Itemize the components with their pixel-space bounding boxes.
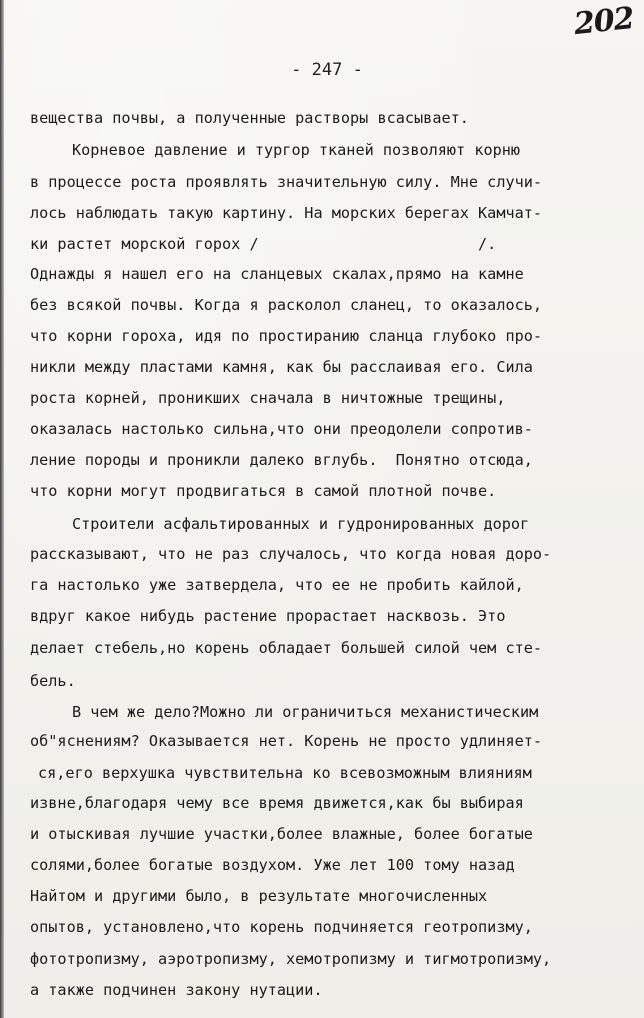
text-line: извне,благодаря чему все время движется,как бы выбирая	[30, 794, 524, 812]
text-line: оказалась настолько сильна,что они преодолели сопротив-	[30, 420, 533, 438]
text-line: Корневое давление и тургор тканей позволяют корню	[72, 141, 521, 159]
text-line: и отыскивая лучшие участки,более влажные, более богатые	[30, 825, 533, 843]
text-line: без всякой почвы. Когда я расколол сланец, то оказалось,	[30, 296, 543, 314]
text-line: солями,более богатые воздухом. Уже лет 100 тому назад	[30, 856, 515, 874]
text-line: что корни гороха, идя по простиранию сланца глубоко про-	[30, 327, 543, 345]
text-line: роста корней, проникших сначала в ничтожные трещины,	[30, 389, 506, 407]
text-line: В чем же дело?Можно ли ограничиться механистическим	[72, 703, 539, 721]
text-line: делает стебель,но корень обладает большей силой чем сте-	[30, 639, 543, 657]
text-line: ление породы и проникли далеко вглубь. Понятно отсюда,	[30, 451, 533, 469]
text-line: об"яснениям? Оказывается нет. Корень не просто удлиняет-	[30, 732, 543, 750]
text-line: бель.	[30, 672, 76, 690]
text-line: что корни могут продвигаться в самой плотной почве.	[30, 482, 497, 500]
text-line: вещества почвы, а полученные растворы всасывает.	[30, 109, 469, 127]
text-line: ся,его верхушка чувствительна ко всевозможным влияниям	[38, 764, 532, 782]
text-line: Однажды я нашел его на сланцевых скалах,прямо на камне	[30, 265, 524, 283]
text-line: лось наблюдать такую картину. На морских берегах Камчат-	[30, 204, 543, 222]
archive-page-number: 202	[572, 0, 636, 43]
text-line: вдруг какое нибудь растение прорастает насквозь. Это	[30, 607, 506, 625]
text-line: а также подчинен закону нутации.	[30, 981, 323, 999]
text-line: га настолько уже затвердела, что ее не пробить кайлой,	[30, 576, 524, 594]
text-line: ки растет морской горох / /.	[30, 235, 497, 253]
text-line: фототропизму, аэротропизму, хемотропизму и тигмотропизму,	[30, 950, 552, 968]
text-line: Строители асфальтированных и гудронированных дорог	[72, 515, 530, 533]
text-line: в процессе роста проявлять значительную силу. Мне случи-	[30, 173, 543, 191]
text-line: опытов, установлено,что корень подчиняется геотропизму,	[30, 918, 533, 936]
text-line: Найтом и другими было, в результате многочисленных	[30, 887, 488, 905]
text-line: никли между пластами камня, как бы расслаивая его. Сила	[30, 358, 533, 376]
text-line: рассказывают, что не раз случалось, что когда новая доро-	[30, 545, 552, 563]
page-number: - 247 -	[291, 60, 363, 80]
